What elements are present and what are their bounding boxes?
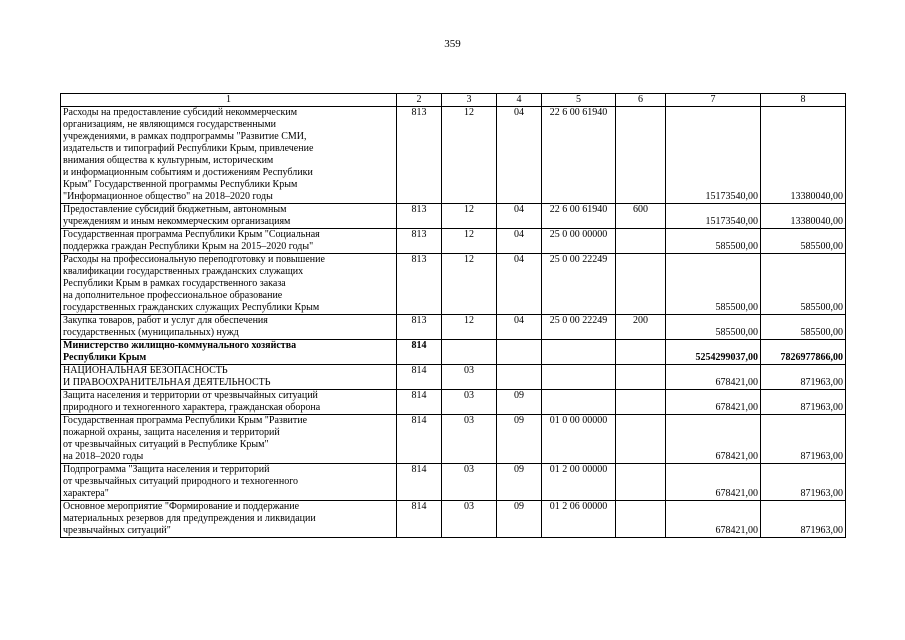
target-article-code: 25 0 00 22249 [542,315,616,340]
subsection-code: 09 [497,501,542,538]
grbs-code: 814 [397,415,442,464]
subsection-code [497,365,542,390]
line-name: Основное мероприятие "Формирование и поддержание материальных резервов для предупреждения и ликвидации чрезвычайных ситуаций" [61,501,397,538]
amount-col7: 15173540,00 [666,107,761,204]
grbs-code: 814 [397,340,442,365]
section-code: 03 [442,464,497,501]
table-row [61,390,846,415]
amount-col8: 585500,00 [761,229,846,254]
section-code [442,340,497,365]
subsection-code: 04 [497,107,542,204]
expense-type-code: 600 [616,204,666,229]
amount-col8: 7826977866,00 [761,340,846,365]
expense-type-code [616,365,666,390]
amount-col8: 585500,00 [761,315,846,340]
amount-col8: 13380040,00 [761,107,846,204]
section-code: 03 [442,415,497,464]
column-header-1: 1 [61,94,397,107]
target-article-code: 22 6 00 61940 [542,107,616,204]
subsection-code: 04 [497,229,542,254]
column-header-3: 3 [442,94,497,107]
column-header-8: 8 [761,94,846,107]
grbs-code: 814 [397,390,442,415]
column-header-2: 2 [397,94,442,107]
table-row [61,340,846,365]
subsection-code [497,340,542,365]
grbs-code: 813 [397,315,442,340]
column-header-5: 5 [542,94,616,107]
subsection-code: 04 [497,315,542,340]
line-name: Государственная программа Республики Крым "Развитие пожарной охраны, защита населения и территорий от чрезвычайных ситуаций в Республике Крым" на 2018–2020 годы [61,415,397,464]
table-row [61,464,846,501]
line-name: Защита населения и территории от чрезвычайных ситуаций природного и техногенного характера, гражданская оборона [61,390,397,415]
target-article-code: 25 0 00 22249 [542,254,616,315]
target-article-code [542,365,616,390]
table-row [61,204,846,229]
amount-col7: 678421,00 [666,390,761,415]
amount-col8: 871963,00 [761,390,846,415]
grbs-code: 814 [397,464,442,501]
column-header-6: 6 [616,94,666,107]
line-name: Министерство жилищно-коммунального хозяйства Республики Крым [61,340,397,365]
line-name: Подпрограмма "Защита населения и территорий от чрезвычайных ситуаций природного и техногенного характера" [61,464,397,501]
section-code: 03 [442,501,497,538]
column-header-4: 4 [497,94,542,107]
amount-col7: 585500,00 [666,315,761,340]
grbs-code: 813 [397,254,442,315]
amount-col7: 678421,00 [666,501,761,538]
line-name: Закупка товаров, работ и услуг для обеспечения государственных (муниципальных) нужд [61,315,397,340]
subsection-code: 09 [497,390,542,415]
amount-col8: 13380040,00 [761,204,846,229]
expense-type-code [616,415,666,464]
amount-col8: 871963,00 [761,365,846,390]
line-name: НАЦИОНАЛЬНАЯ БЕЗОПАСНОСТЬ И ПРАВООХРАНИТЕЛЬНАЯ ДЕЯТЕЛЬНОСТЬ [61,365,397,390]
line-name: Расходы на профессиональную переподготовку и повышение квалификации государственных гражданских служащих Республики Крым в рамках государственного заказа на дополнительное профессиональное образование государственных гражданских служащих Республики Крым [61,254,397,315]
expense-type-code [616,254,666,315]
subsection-code: 09 [497,415,542,464]
section-code: 12 [442,107,497,204]
column-number-row [61,94,846,107]
amount-col8: 871963,00 [761,464,846,501]
target-article-code: 22 6 00 61940 [542,204,616,229]
line-name: Государственная программа Республики Крым "Социальная поддержка граждан Республики Крым на 2015–2020 годы" [61,229,397,254]
amount-col7: 15173540,00 [666,204,761,229]
expense-type-code: 200 [616,315,666,340]
section-code: 03 [442,390,497,415]
table-row [61,415,846,464]
table-row [61,315,846,340]
section-code: 03 [442,365,497,390]
amount-col7: 678421,00 [666,415,761,464]
amount-col7: 678421,00 [666,365,761,390]
amount-col8: 871963,00 [761,501,846,538]
section-code: 12 [442,229,497,254]
target-article-code: 01 0 00 00000 [542,415,616,464]
grbs-code: 814 [397,501,442,538]
column-header-7: 7 [666,94,761,107]
amount-col8: 871963,00 [761,415,846,464]
line-name: Расходы на предоставление субсидий некоммерческим организациям, не являющимся государственными учреждениями, в рамках подпрограммы "Развитие СМИ, издательств и типографий Республики Крым, привлечение внимания общества к культурным, историческим и информационным событиям и достижениям Республики Крым" Государственной программы Республики Крым "Информационное общество" на 2018–2020 годы [61,107,397,204]
expense-type-code [616,229,666,254]
grbs-code: 814 [397,365,442,390]
amount-col7: 585500,00 [666,254,761,315]
target-article-code: 01 2 06 00000 [542,501,616,538]
target-article-code [542,340,616,365]
amount-col7: 585500,00 [666,229,761,254]
section-code: 12 [442,204,497,229]
amount-col8: 585500,00 [761,254,846,315]
amount-col7: 678421,00 [666,464,761,501]
line-name: Предоставление субсидий бюджетным, автономным учреждениям и иным некоммерческим организациям [61,204,397,229]
budget-table [60,93,846,538]
target-article-code: 01 2 00 00000 [542,464,616,501]
table-row [61,501,846,538]
grbs-code: 813 [397,107,442,204]
expense-type-code [616,340,666,365]
table-row [61,107,846,204]
target-article-code [542,390,616,415]
grbs-code: 813 [397,204,442,229]
expense-type-code [616,464,666,501]
page-number: 359 [444,38,461,50]
grbs-code: 813 [397,229,442,254]
table-row [61,254,846,315]
table-row [61,365,846,390]
expense-type-code [616,390,666,415]
target-article-code: 25 0 00 00000 [542,229,616,254]
table-row [61,229,846,254]
expense-type-code [616,107,666,204]
subsection-code: 04 [497,254,542,315]
amount-col7: 5254299037,00 [666,340,761,365]
section-code: 12 [442,315,497,340]
subsection-code: 04 [497,204,542,229]
section-code: 12 [442,254,497,315]
subsection-code: 09 [497,464,542,501]
expense-type-code [616,501,666,538]
